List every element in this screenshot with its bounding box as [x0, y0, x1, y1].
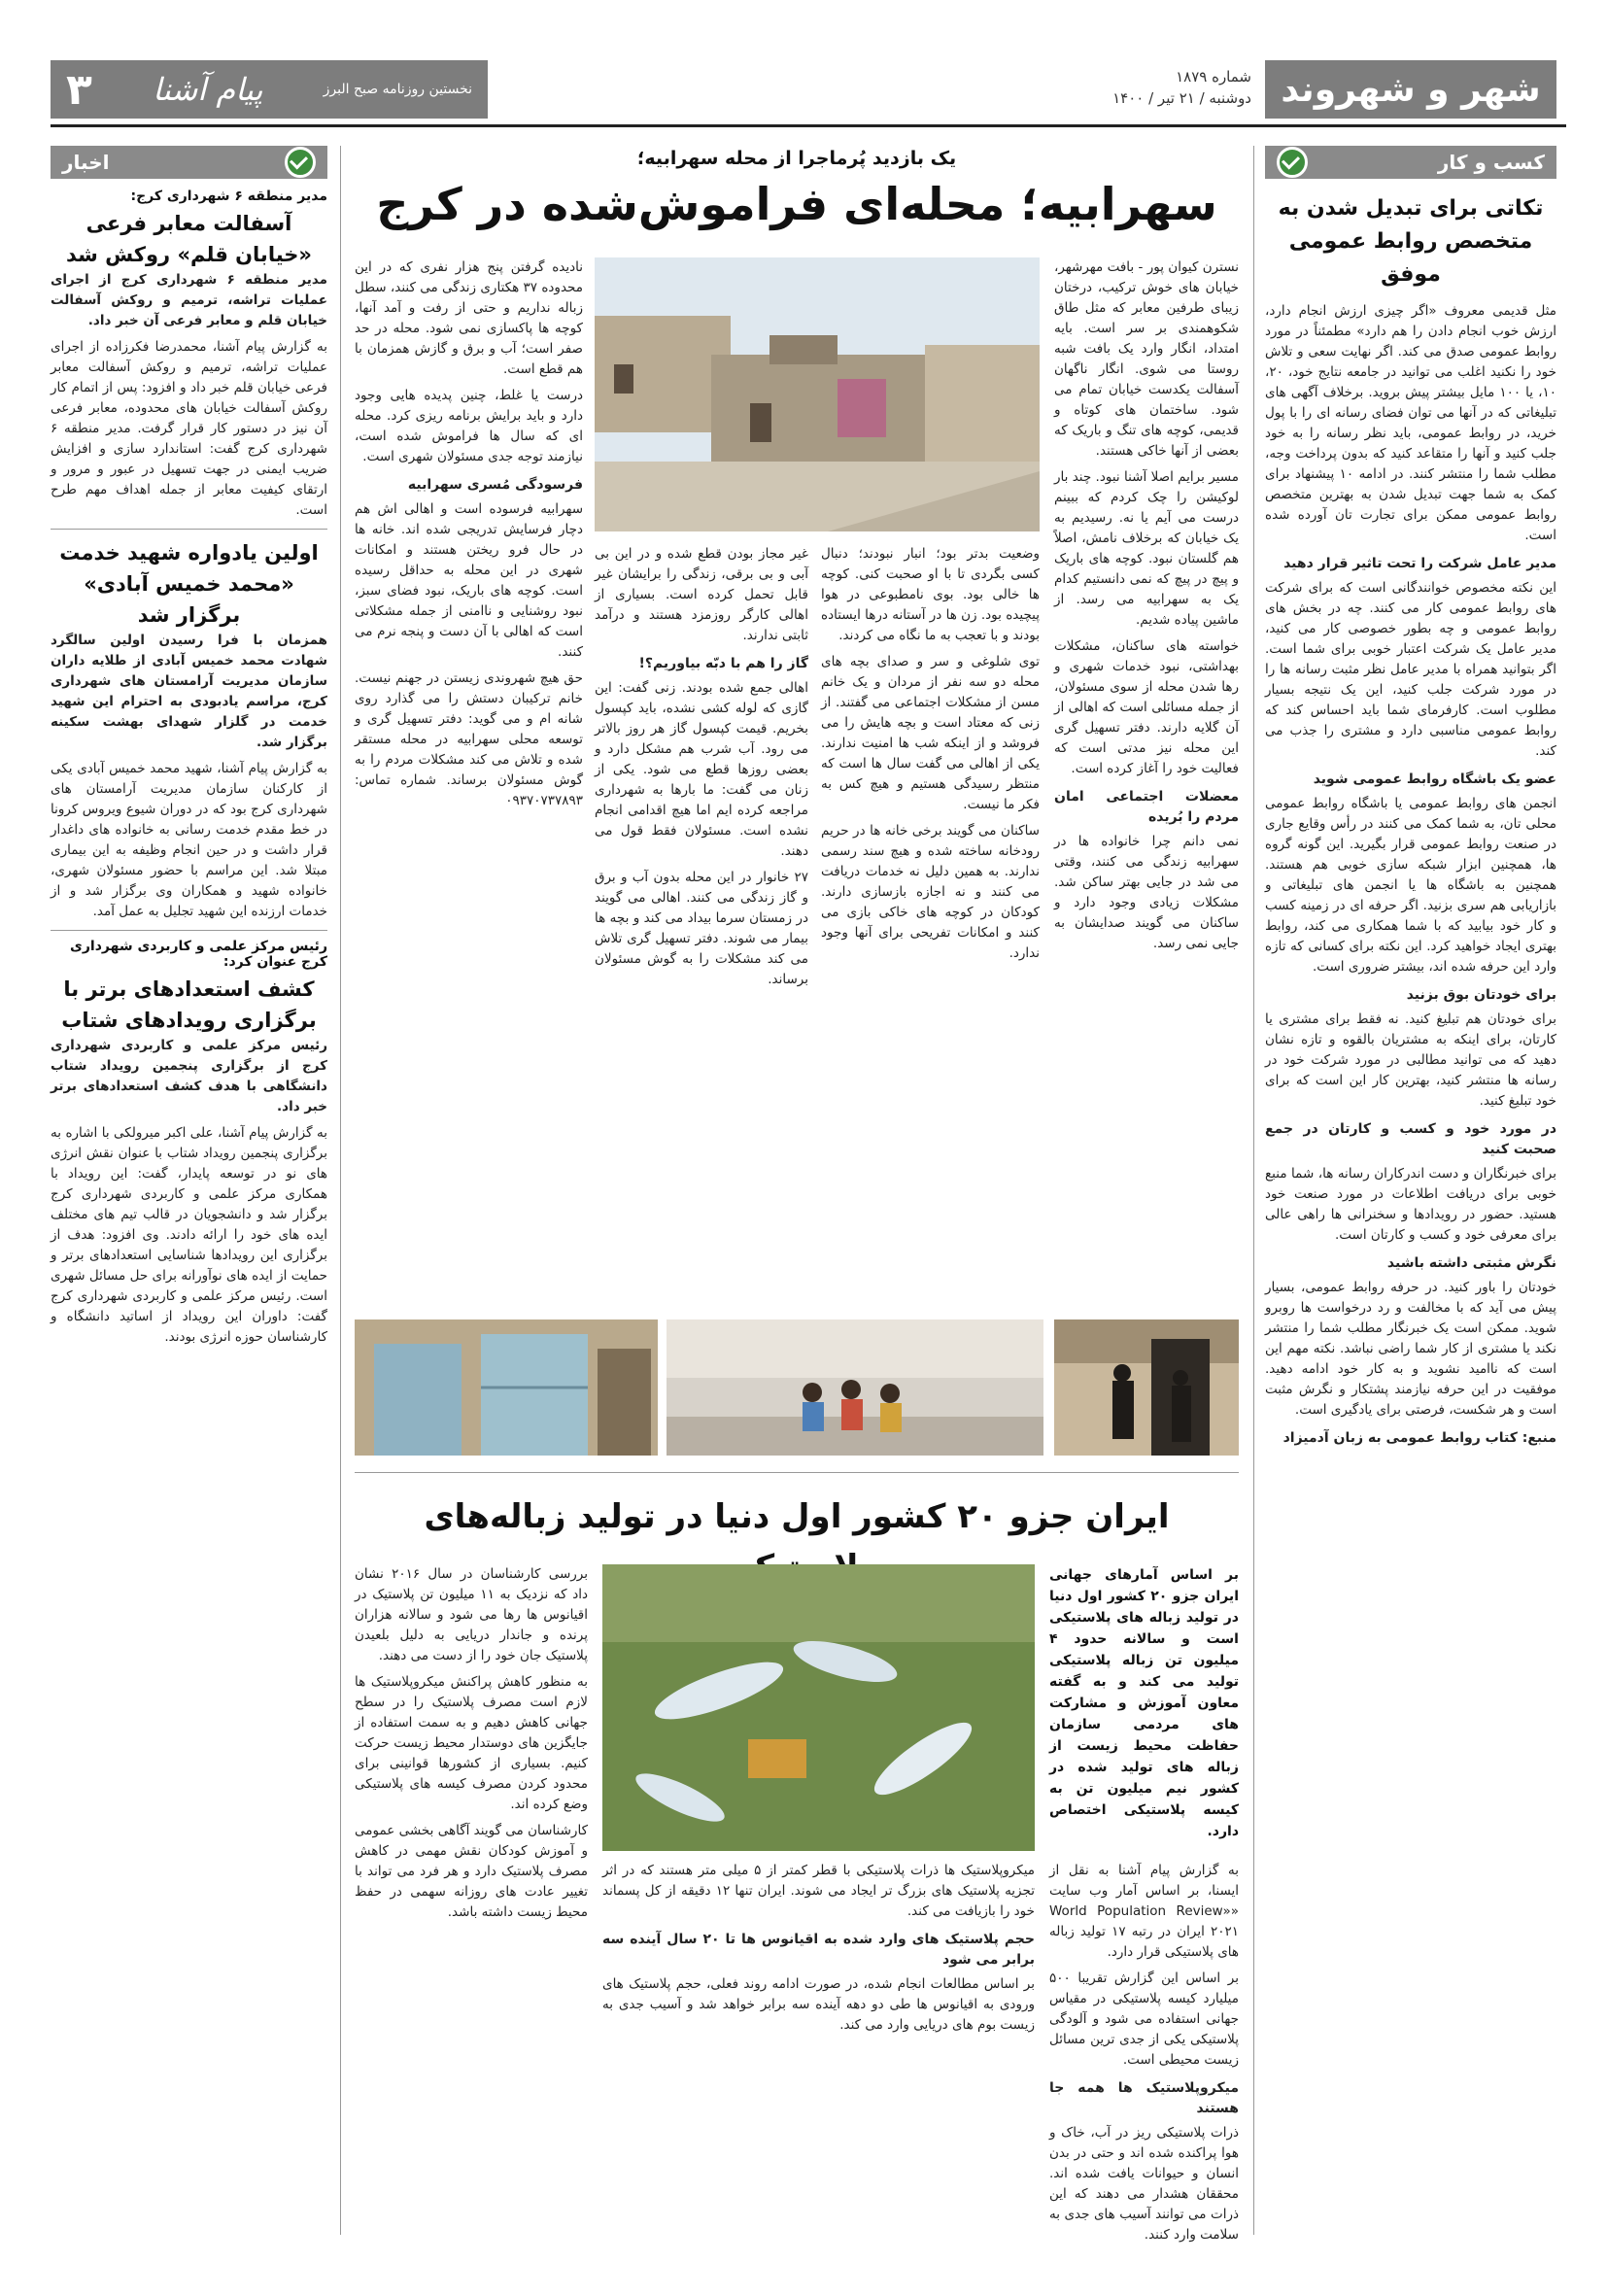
newspaper-logo: [51, 60, 488, 119]
photo-alley-women-image: [1054, 1319, 1239, 1456]
issue-number: شماره ۱۸۷۹: [1176, 68, 1251, 86]
plastic-col-2: [602, 1861, 1035, 2041]
section-title: شهر و شهروند: [1265, 60, 1556, 119]
plastic-col-1: [1049, 1861, 1239, 2251]
news3-body: [51, 1036, 327, 1348]
issue-info: [1112, 66, 1251, 109]
column-divider-left: [340, 146, 341, 2235]
main-col1-p1: نسترن کیوان پور - بافت مهرشهر، خیابان های خوش ترکیب، درختان زیبای طرفین معابر که مثل طاق شکوهمندی بر سر است. بایه امتداد، انگار وارد یک بافت شبه روستا می شوی. انگار ناگهان آسفالت یکدست خیابان تمام می شود. ساختمان های کوتاه و قدیمی، کوچه های تنگ و باریک که بعضی از آنها خاکی هستند.: [1054, 259, 1239, 459]
photo-children-street: [667, 1319, 1043, 1456]
business-subhead-3: برای خودتان بوق بزنید: [1406, 987, 1556, 1003]
business-source: منبع: کتاب روابط عمومی به زبان آدمیزاد: [1282, 1430, 1556, 1446]
main-col4-p1: نادیده گرفتن پنج هزار نفری که در این محدوده ۳۷ هکتاری زندگی می کنند، سطل زباله نداریم و حتی از رفت و آمد آنها، کوچه ها پاکسازی نمی شود. محله در حد صفر است؛ آب و برق و گازش همزمان با هم قطع است.: [355, 259, 583, 377]
plastic-headline: ایران جزو ۲۰ کشور اول دنیا در تولید زباله‌های: [424, 1497, 1170, 1536]
business-text-3: برای خودتان هم تبلیغ کنید. نه فقط برای مشتری یا کارتان، برای اینکه به مشتریان بالقوه و تازه نشان دهید که می توانید مطالبی در مورد شرکت خود در رسانه ها منتشر کنید، بهترین کار این است که برای خود تبلیغ کنید.: [1265, 1011, 1556, 1109]
main-col3-p3: ۲۷ خانوار در این محله بدون آب و برق و گاز زندگی می کنند. اهالی می گویند در زمستان سرما بیداد می کند و بچه ها بیمار می شوند. دفتر تسهیل گری تلاش می کند مشکلات را به گوش مسئولان برساند.: [595, 870, 808, 987]
news3-text: به گزارش پیام آشنا، علی اکبر میرولکی با اشاره به برگزاری پنجمین رویداد شتاب با عنوان نقش انرژی های نو در توسعه پایدار، گفت: این رویداد با همکاری مرکز علمی و کاربردی شهرداری کرج برگزار شد و دانشجویان در قالب تیم های مختلف ایده های خود را ارائه دادند. وی افزود: هدف از برگزاری این رویدادها شناسایی استعدادهای برتر و حمایت از ایده های نوآورانه برای حل مسائل شهری است. رئیس مرکز علمی و کاربردی شهرداری کرج گفت: داوران این رویداد از اساتید دانشگاه و کارشناسان حوزه انرژی بودند.: [51, 1125, 327, 1345]
plastic-col3-p1: بررسی کارشناسان در سال ۲۰۱۶ نشان داد که نزدیک به ۱۱ میلیون تن پلاستیک در اقیانوس ها رها می شود و سالانه هزاران پرنده و جاندار دریایی به دلیل بلعیدن پلاستیک جان خود را از دست می دهند.: [355, 1566, 588, 1663]
news-column: [51, 146, 327, 1354]
plastic-col1-p1: به گزارش پیام آشنا به نقل از ایسنا، بر اساس آمار وب سایت «World Population Review» ۲۰۲۱ ایران در رتبه ۱۷ تولید زباله های پلاستیکی قرار دارد.: [1049, 1863, 1240, 1960]
plastic-lead: بر اساس آمارهای جهانی ایران جزو ۲۰ کشور اول دنیا در تولید زباله های پلاستیکی است و سالانه حدود ۴ میلیون تن زباله پلاستیکی تولید می کند و به گفته معاون آموزش و مشارکت های مردمی سازمان حفاظت محیط زیست از زباله های تولید شده در کشور نیم میلیون تن به کیسه پلاستیکی اختصاص دارد.: [1049, 1567, 1239, 1839]
header-rule: [51, 124, 1566, 127]
news2-title: اولین یادواره شهید خدمت «محمد خمیس آبادی» برگزار شد: [59, 541, 319, 627]
main-col2-p2: توی شلوغی و سر و صدای بچه های محله دو سه نفر از مردان و یک خانم مسن از مشکلات اجتماعی می گفتند. از زنی که معتاد است و بچه هایش را می فروشد و از اینکه شب ها امنیت ندارند. یکی از اهالی می گفت سال ها است که منتظر رسیدگی هستیم و هیچ کس به فکر ما نیست.: [821, 654, 1040, 812]
plastic-col2-subhead: حجم پلاستیک های وارد شده به اقیانوس ها تا ۲۰ سال آینده سه برابر می شود: [602, 1932, 1035, 1968]
business-text-4: برای خبرنگاران و دست اندرکاران رسانه ها، شما منبع خوبی برای دریافت اطلاعات در مورد صنعت خود هستید. حضور در رویدادها و سخنرانی ها راهی عالی برای معرفی خود و کسب و کارتان است.: [1265, 1166, 1556, 1243]
news3-title: کشف استعدادهای برتر با برگزاری رویدادهای شتاب: [61, 977, 317, 1032]
business-intro: مثل قدیمی معروف «اگر چیزی ارزش انجام دارد، ارزش خوب انجام دادن را هم دارد» مطمئناً در مورد روابط عمومی صدق می کند. اگر نهایت سعی و تلاش خود را نکنید اغلب می توانید در جامعه نتایج خود، ۲۰، ۱۰، یا ۱۰۰ مایل بیشتر پیش بروید. برخلاف آگهی های تبلیغاتی که در آنها می توان فضای رسانه ای را با پول خرید، در روابط عمومی، باید نظر رسانه را به خود جلب کنید و آنها را متقاعد کنید که بدون پرداخت وجه، مطلب شما را منتشر کنند. در ادامه ۱۰ پیشنهاد برای کمک به شما جهت تبدیل شدن به بهترین متخصص روابط عمومی ممکن برای تجارت تان آورده شده است.: [1265, 303, 1557, 543]
business-column-header: [1265, 146, 1556, 179]
news2-lead: همزمان با فرا رسیدن اولین سالگرد شهادت محمد خمیس آبادی از طلایه داران سازمان مدیریت آرامستان های شهرداری کرج، مراسم یادبودی به احترام این شهید خدمت در گلزار شهدای بهشت سکینه برگزار شد.: [51, 633, 327, 750]
news-divider-2: [51, 930, 327, 931]
news1-text: به گزارش پیام آشنا، محمدرضا فکرزاده از اجرای عملیات تراشه، ترمیم و روکش آسفالت معابر فرعی خیابان قلم خبر داد و افزود: پس از اتمام کار روکش آسفالت خیابان های محدوده، معابر فرعی آن نیز در دستور کار قرار گرفت. مدیر منطقه ۶ شهرداری کرج گفت: استاندارد سازی و افزایش ضریب ایمنی در جهت تسهیل در عبور و مرور و ارتقای کیفیت معابر از جمله اهداف مهم طرح است.: [51, 339, 327, 518]
main-col4-p4: حق هیچ شهروندی زیستن در جهنم نیست. خانم ترکیبان دستش را می گذارد روی شانه ام و می گوید: دفتر تسهیل گری و توسعه محلی سهرابیه در محله مستقر شده و تلاش می کند مشکلات مردم را به گوش مسئولان برساند. شماره تماس: ۰۹۳۷۰۷۳۷۸۹۳: [355, 670, 583, 808]
plastic-col3-p3: کارشناسان می گویند آگاهی بخشی عمومی و آموزش کودکان نقش مهمی در کاهش مصرف پلاستیک دارد و هر فرد می تواند با تغییر عادت های روزانه سهمی در حفظ محیط زیست داشته باشد.: [355, 1823, 588, 1920]
business-subhead-5: نگرش مثبتی داشته باشید: [1386, 1255, 1556, 1271]
check-icon: [1277, 147, 1308, 178]
business-subhead-1: مدیر عامل شرکت را تحت تاثیر قرار دهید: [1283, 556, 1556, 571]
plastic-col2-p2: بر اساس مطالعات انجام شده، در صورت ادامه روند فعلی، حجم پلاستیک های ورودی به اقیانوس ها طی دو دهه آینده سه برابر خواهد شد و آسیب جدی به زیست بوم های دریایی وارد می کند.: [602, 1976, 1035, 2033]
column-divider-right: [1253, 146, 1254, 2235]
main-col3-p1: غیر مجاز بودن قطع شده و در این بی آبی و بی برقی، زندگی را برایشان غیر قابل تحمل کرده است. بسیاری از اهالی کارگر روزمزد هستند و درآمد ثابتی ندارند.: [595, 546, 808, 643]
news1-kicker: مدیر منطقه ۶ شهرداری کرج:: [130, 188, 327, 204]
plastic-col1-p2: بر اساس این گزارش تقریبا ۵۰۰ میلیارد کیسه پلاستیکی در مقیاس جهانی استفاده می شود و آلودگی پلاستیکی یکی از جدی ترین مسائل زیست محیطی است.: [1049, 1970, 1239, 2068]
photo-old-houses-image: [595, 257, 1040, 531]
brand-name: پیام آشنا: [153, 71, 263, 108]
main-col1-p3: خواسته های ساکنان، مشکلات بهداشتی، نبود خدمات شهری و رها شدن محله از سوی مسئولان، از جمله مسائلی است که اهالی از آن گلایه دارند. دفتر تسهیل گری این محله نیز مدتی است که فعالیت خود را آغاز کرده است.: [1054, 638, 1239, 776]
main-col1-p4: نمی دانم چرا خانواده ها در سهرابیه زندگی می کنند، وقتی می شد در جایی بهتر ساکن شد. مشکلات زیادی وجود دارد و ساکنان می گویند صدایشان به جایی نمی رسد.: [1054, 834, 1239, 951]
main-col-2: [821, 544, 1040, 970]
news3-lead: رئیس مرکز علمی و کاربردی شهرداری کرج از برگزاری پنجمین رویداد شتاب دانشگاهی با هدف کشف استعدادهای برتر خبر داد.: [51, 1038, 327, 1114]
main-col-4: [355, 257, 583, 817]
photo-old-houses: [595, 257, 1040, 531]
plastic-col2-p1: میکروپلاستیک ها ذرات پلاستیکی با قطر کمتر از ۵ میلی متر هستند که در اثر تجزیه پلاستیک های بزرگ تر ایجاد می شوند. ایران تنها ۱۲ دقیقه از کل پسماند خود را بازیافت می کند.: [602, 1863, 1035, 1919]
photo-alley-women: [1054, 1319, 1239, 1456]
section-divider: [355, 1472, 1239, 1473]
plastic-col1-subhead: میکروپلاستیک ها همه جا هستند: [1049, 2080, 1239, 2116]
news-divider-1: [51, 529, 327, 530]
news1-body: [51, 270, 327, 521]
main-col2-p3: ساکنان می گویند برخی خانه ها در حریم رودخانه ساخته شده و هیچ سند رسمی ندارند. به همین دلیل نه خدمات دریافت می کنند و نه اجازه بازسازی دارند. کودکان در کوچه های خاکی بازی می کنند و امکانات تفریحی برای آنها وجود ندارد.: [821, 823, 1040, 961]
business-text-5: خودتان را باور کنید. در حرفه روابط عمومی، بسیار پیش می آید که با مخالفت و رد درخواست ها روبرو شوید. ممکن است یک خبرنگار مطلب شما را منتشر نکند یا مشتری از کار شما راضی نباشد. نکته مهم این است که ناامید نشوید و به کار خود ادامه دهید. موفقیت در این حرفه نیازمند پشتکار و نگرش مثبت است و هر شکست، فرصتی برای یادگیری است.: [1265, 1280, 1556, 1418]
business-title: تکاتی برای تبدیل شدن به متخصص روابط عمومی موفق: [1278, 196, 1544, 287]
news-column-header: [51, 146, 327, 179]
main-col1-subhead: معضلات اجتماعی امان مردم را بُریده: [1054, 789, 1239, 825]
news1-title: آسفالت معابر فرعی «خیابان قلم» روکش شد: [66, 212, 312, 266]
tagline: نخستین روزنامه صبح البرز: [323, 82, 472, 97]
main-col2-p1: وضعیت بدتر بود؛ انبار نبودند؛ دنبال کسی بگردی تا با او صحبت کنی. کوچه ها خالی بود. بوی نامطبوعی در هوا پیچیده بود. زن ها در آستانه درها ایستاده بودند و با تعجب به ما نگاه می کردند.: [821, 546, 1040, 643]
check-icon: [285, 147, 316, 178]
photo-children-street-image: [667, 1319, 1043, 1456]
news2-body: [51, 631, 327, 922]
business-subhead-4: در مورد خود و کسب و کارتان در جمع صحبت کنید: [1265, 1121, 1556, 1157]
news-header-label: اخبار: [62, 151, 110, 174]
main-col3-subhead: گاز را هم با دبّه بیاوریم؟!: [638, 656, 808, 671]
photo-plastic-waste-image: [602, 1564, 1035, 1851]
plastic-col-3: [355, 1564, 588, 1929]
business-column: [1265, 146, 1556, 1453]
photo-blue-gates-image: [355, 1319, 658, 1456]
plastic-col3-p2: به منظور کاهش پراکنش میکروپلاستیک ها لازم است مصرف پلاستیک را در سطح جهانی کاهش دهیم و به سمت استفاده از جایگزین های دوستدار محیط زیست حرکت کنیم. بسیاری از کشورها قوانینی برای محدود کردن مصرف کیسه های پلاستیکی وضع کرده اند.: [355, 1674, 588, 1812]
news2-text: به گزارش پیام آشنا، شهید محمد خمیس آبادی یکی از کارکنان سازمان مدیریت آرامستان های شهرداری کرج بود که در دوران شیوع ویروس کرونا در خط مقدم خدمت رسانی به خانواده های داغدار قرار داشت و در حین انجام وظیفه به این بیماری مبتلا شد. این مراسم با حضور مسئولان شهری، خانواده شهید و همکاران وی برگزار شد و از خدمات ارزنده این شهید تجلیل به عمل آمد.: [51, 761, 327, 919]
issue-date: دوشنبه / ۲۱ تیر / ۱۴۰۰: [1112, 89, 1251, 107]
business-subhead-2: عضو یک باشگاه روابط عمومی شوید: [1313, 771, 1556, 787]
main-col3-p2: اهالی جمع شده بودند. زنی گفت: این گازی که لوله کشی نشده، باید کپسول بخریم. قیمت کپسول گاز هر روز بالاتر می رود. آب شرب هم مشکل دارد و بعضی روزها قطع می شود. یکی از زنان می گفت: ما بارها به شهرداری مراجعه کرده ایم اما هیچ اقدامی انجام نشده است. مسئولان فقط قول می دهند.: [595, 680, 808, 859]
main-col-1: [1054, 257, 1239, 960]
business-text-1: این نکته مخصوص خوانندگانی است که برای شرکت های روابط عمومی کار می کنند. چه در بخش های روابط عمومی و چه بطور خصوصی کار می کنید، مدیر عامل یک شرکت اعتبار خوبی برای شما است. اگر بتوانید همراه با مدیر عامل نظر مثبت رسانه ها را در مورد شرکت جلب کنید، این یک نتیجه بسیار مطلوب است. کارفرمای شما باید احساس کند که روابط عمومی مناسبی دارد و مشتری را جذب می کند.: [1265, 580, 1556, 759]
main-col-3: [595, 544, 808, 996]
main-col4-subhead: فرسودگی مُسری سهرابیه: [407, 477, 583, 493]
business-text-2: انجمن های روابط عمومی یا باشگاه روابط عمومی محلی تان، به شما کمک می کنند در رأس وقایع جاری در صنعت روابط عمومی قرار بگیرید. این گونه گروه ها، همچنین ابزار شبکه سازی خوبی هم هستند. همچنین به باشگاه ها یا انجمن های تبلیغاتی و بازاریابی هم سری بزنید. اگر حرفه ای در زمینه کسب و کار خود بیابید که با شما همکاری می کند، روابط بهتری ایجاد خواهید کرد. این نکته برای کسانی که تازه وارد این حرفه شده اند، بیشتر ضروری است.: [1265, 796, 1556, 975]
news1-lead: مدیر منطقه ۶ شهرداری کرج از اجرای عملیات تراشه، ترمیم و روکش آسفالت خیابان قلم و معابر فرعی آن خبر داد.: [51, 272, 327, 328]
photo-plastic-waste: [602, 1564, 1035, 1851]
plastic-col1-p3: ذرات پلاستیکی ریز در آب، خاک و هوا پراکنده شده اند و حتی در بدن انسان و حیوانات یافت شده اند. محققان هشدار می دهند که این ذرات می توانند آسیب های جدی به سلامت وارد کنند.: [1049, 2125, 1239, 2243]
main-headline: سهرابیه؛ محله‌ای فراموش‌شده در کرج: [376, 178, 1217, 230]
page-number: ۳: [66, 64, 92, 115]
main-article: [355, 148, 1239, 235]
photo-blue-gates: [355, 1319, 658, 1456]
main-col4-p3: سهرابیه فرسوده است و اهالی اش هم دچار فرسایش تدریجی شده اند. خانه ها در حال فرو ریختن هستند و امکانات شهری در این محله به حداقل رسیده است. کوچه های باریک، نبود فضای سبز، نبود روشنایی و ناامنی از جمله مشکلاتی است که اهالی با آن دست و پنجه نرم می کنند.: [355, 501, 583, 660]
business-body: [1265, 301, 1556, 1449]
main-col1-p2: مسیر برایم اصلا آشنا نبود. چند بار لوکیشن را چک کردم که ببینم درست می آیم یا نه. رسیدیم به یک خیابان که برخلاف نامش، اصلاً هم گلستان نبود. کوچه های باریک و پیچ در پیچ که نمی دانستیم کدام یک به سهرابیه می رسد. از ماشین پیاده شدیم.: [1054, 469, 1239, 628]
business-header-label: کسب و کار: [1437, 151, 1545, 174]
news3-kicker: رئیس مرکز علمی و کاربردی شهرداری کرج عنوان کرد:: [70, 939, 327, 970]
main-kicker: یک بازدید پُرماجرا از محله سهرابیه؛: [636, 148, 957, 169]
main-col4-p2: درست یا غلط، چنین پدیده هایی وجود دارد و باید برایش برنامه ریزی کرد. محله ای که سال ها فراموش شده است، نیازمند توجه جدی مسئولان شهری است.: [355, 388, 583, 464]
